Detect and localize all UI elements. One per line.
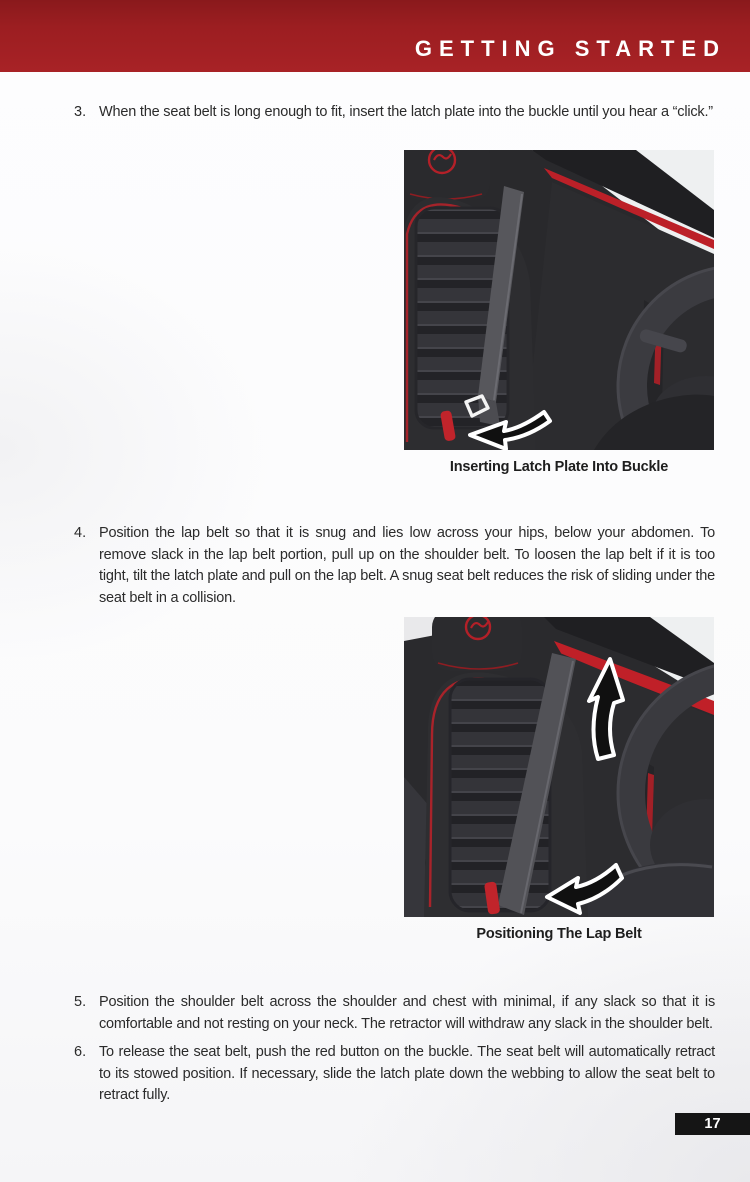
lap-belt-photo-illustration	[404, 617, 714, 917]
figure-positioning-lap-belt	[404, 617, 714, 942]
figure-inserting-latch-plate	[404, 150, 714, 475]
page-number: 17	[704, 1116, 721, 1132]
step-5-number: 5.	[74, 994, 87, 1010]
step-4	[74, 523, 715, 609]
step-6	[74, 1042, 715, 1107]
step-6-text: To release the seat belt, push the red button on the buckle. The seat belt will automatically retract to its stowed position. If necessary, slide the latch plate down the webbing to allow the seat belt to retract fully.	[99, 1044, 715, 1103]
step-6-number: 6.	[74, 1044, 87, 1060]
figure-1-caption: Inserting Latch Plate Into Buckle	[449, 459, 669, 475]
page-number-badge	[675, 1113, 750, 1135]
step-5-text: Position the shoulder belt across the shoulder and chest with minimal, if any slack so that it is comfortable and not resting on your neck. The retractor will withdraw any slack in the shoulder belt.	[99, 994, 715, 1032]
page-header	[0, 0, 750, 72]
step-4-number: 4.	[74, 525, 87, 541]
step-4-text: Position the lap belt so that it is snug and lies low across your hips, below your abdomen. To remove slack in the lap belt portion, pull up on the shoulder belt. To loosen the lap belt if it is too tight, tilt the latch plate and pull on the lap belt. A snug seat belt reduces the risk of sliding under the seat belt in a collision.	[99, 525, 716, 606]
page-title: GETTING STARTED	[414, 36, 726, 61]
figure-2-caption: Positioning The Lap Belt	[476, 926, 642, 942]
step-5	[74, 992, 715, 1035]
step-3	[74, 102, 715, 124]
seat-belt-buckle-photo-illustration	[404, 150, 714, 450]
step-3-number: 3.	[74, 104, 87, 120]
step-3-text: When the seat belt is long enough to fit, insert the latch plate into the buckle until you hear a “click.”	[99, 104, 713, 120]
